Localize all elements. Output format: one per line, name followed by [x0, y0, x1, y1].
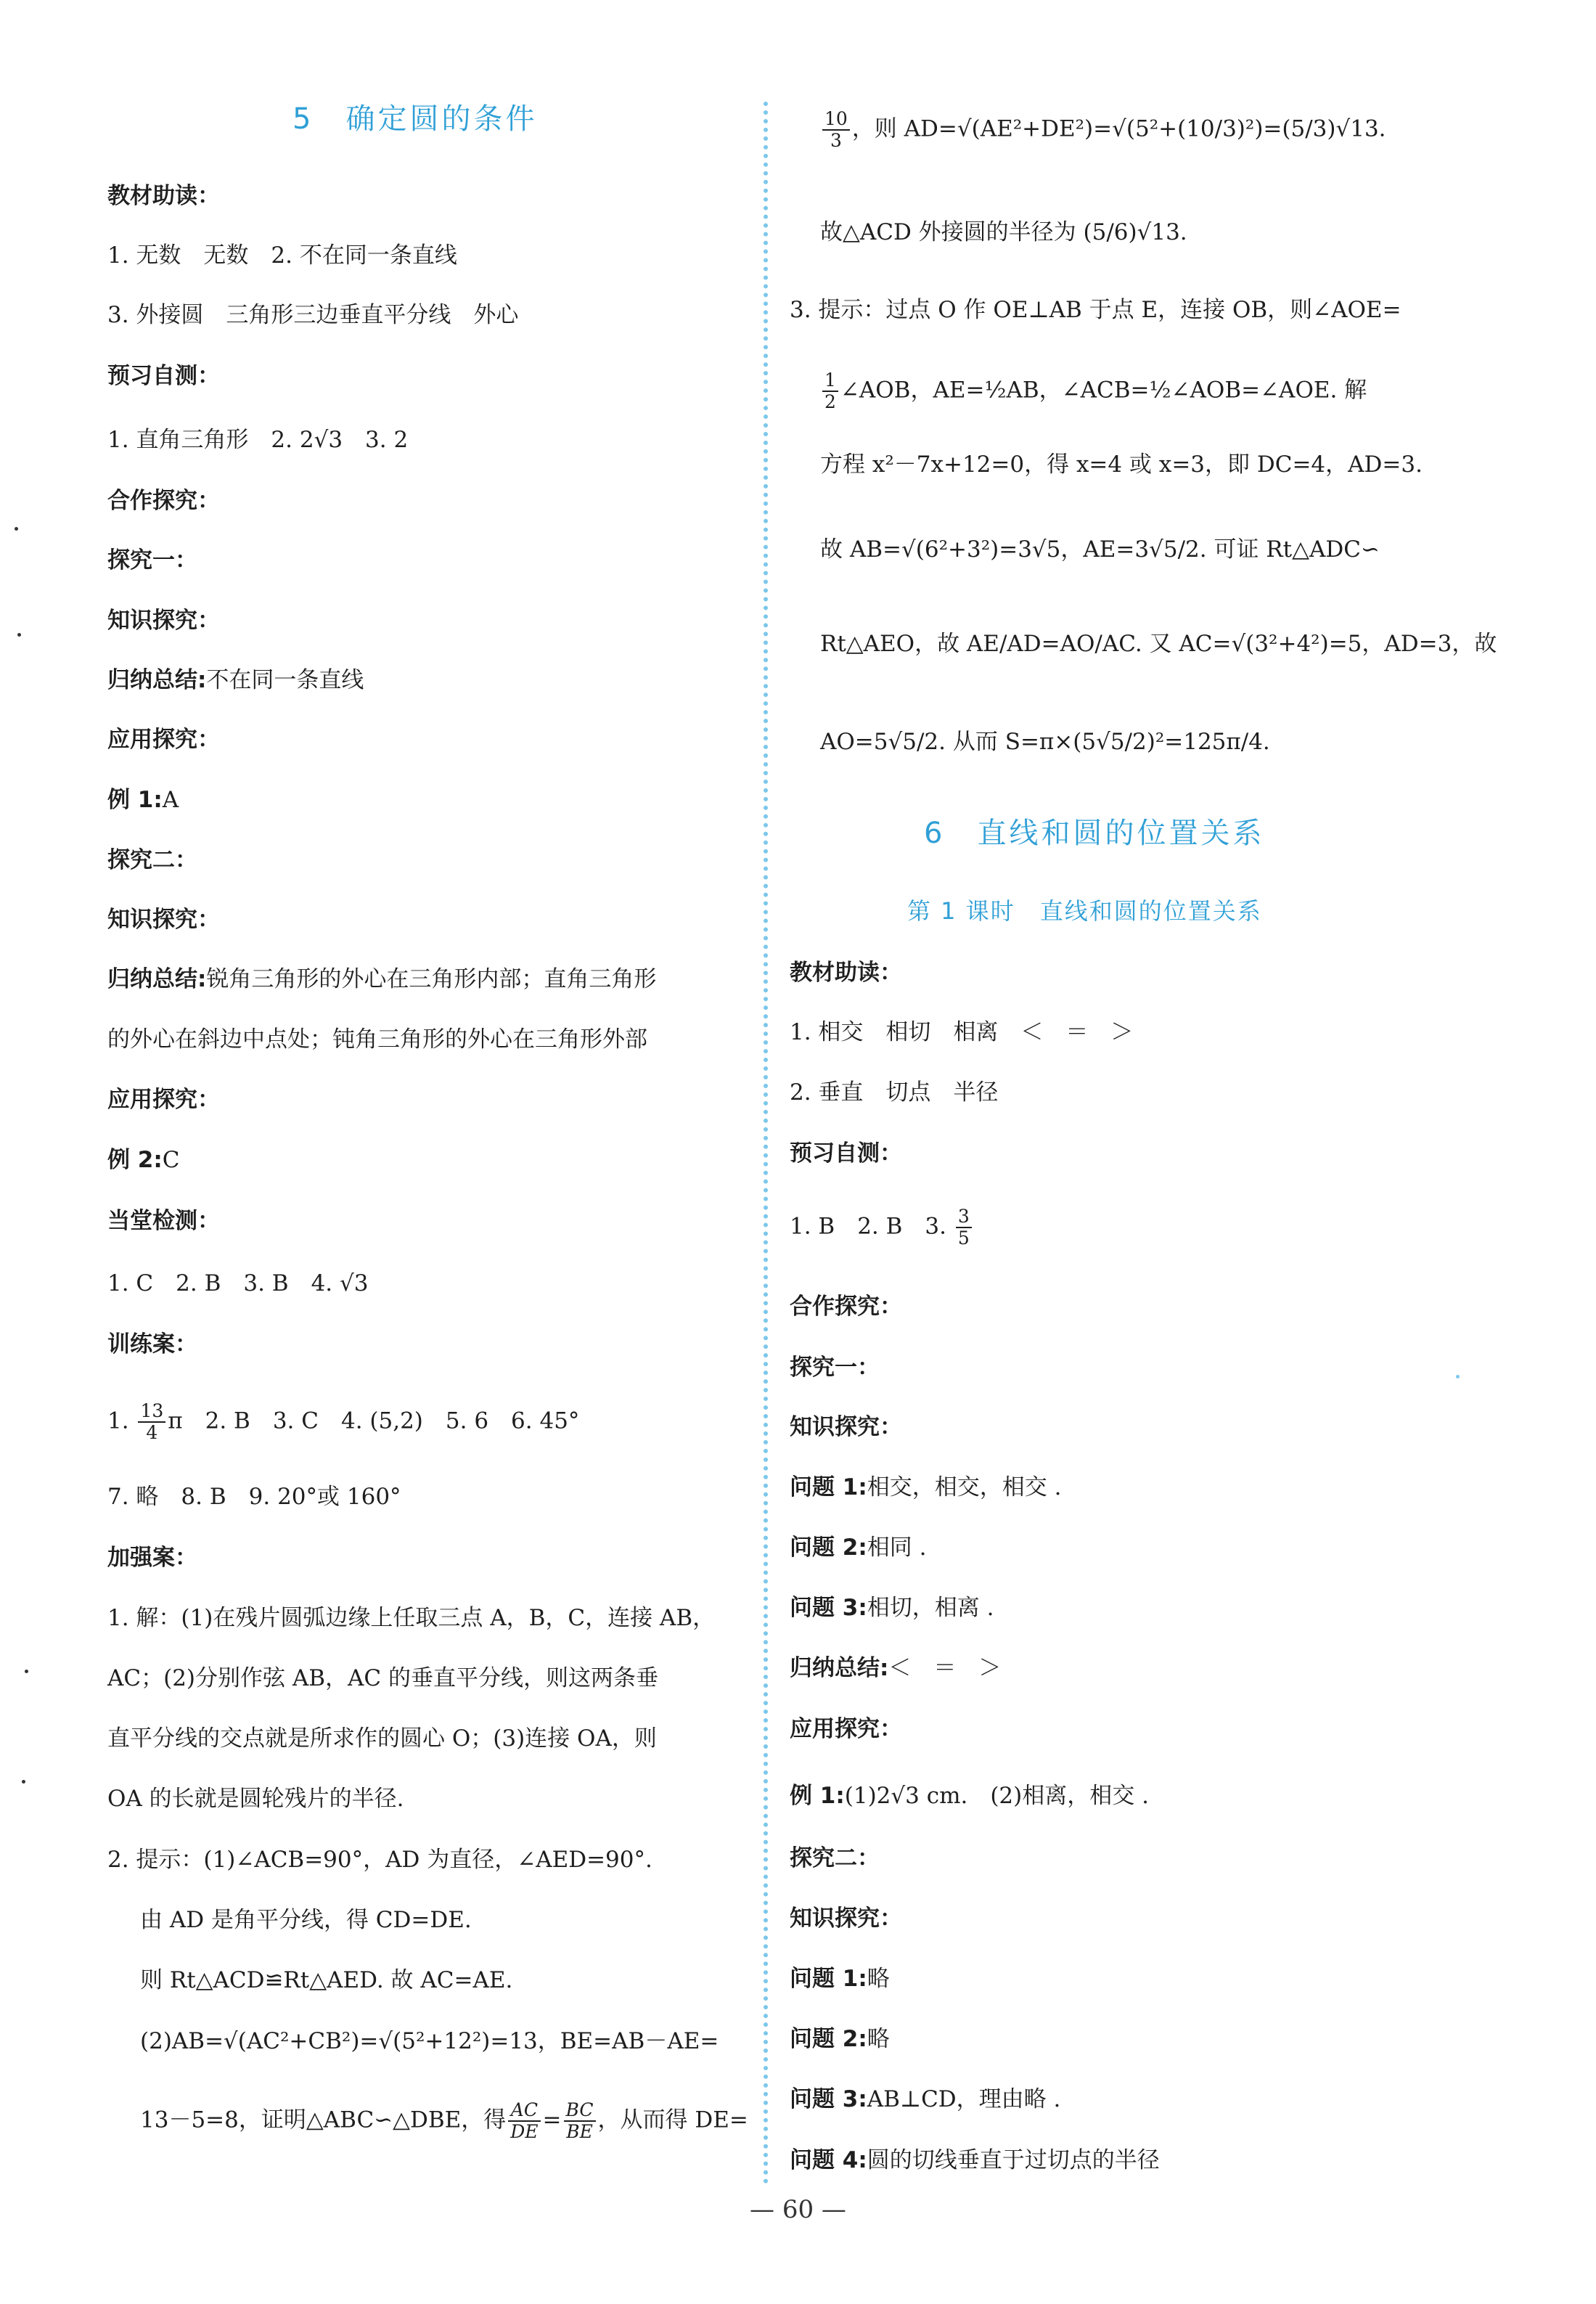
heading-knowledge-inquiry: 知识探究： — [107, 608, 220, 634]
scan-speck — [15, 527, 18, 531]
heading-inquiry-1: 探究一： — [107, 547, 197, 573]
answer-line: 2. 垂直 切点 半径 — [790, 1079, 999, 1106]
answer-line: 1. 相交 相切 相离 ＜ ＝ ＞ — [790, 1019, 1134, 1045]
heading-knowledge-inquiry: 知识探究： — [790, 1905, 902, 1932]
heading-inquiry-2: 探究二： — [107, 847, 197, 873]
solution-line: $\frac{1}{2}$ ∠AOB，AE=½AB，∠ACB=½∠AOB=∠AOE. 解 — [820, 370, 1367, 412]
solution-line: $\frac{10}{3}$ ，则 AD=√(AE²+DE²)=√(5²+(10/3)²)=(5/3)√13. — [820, 109, 1386, 151]
solution-line: 1. 解：(1)在残片圆弧边缘上任取三点 A，B，C，连接 AB， — [107, 1605, 716, 1631]
section-title-6: 6 直线和圆的位置关系 — [924, 817, 1265, 850]
solution-line: 直平分线的交点就是所求作的圆心 O；(3)连接 OA，则 — [107, 1725, 657, 1752]
heading-preview-test: 预习自测： — [107, 363, 220, 389]
heading-textbook-reading: 教材助读： — [107, 183, 220, 209]
heading-class-test: 当堂检测： — [107, 1208, 220, 1234]
answer-line: 1. $\frac{13}{4}$ π 2. B 3. C 4. (5,2) 5. 6 6. 45° — [107, 1400, 580, 1443]
heading-application-inquiry: 应用探究： — [107, 727, 220, 753]
solution-line: 2. 提示：(1)∠ACB=90°，AD 为直径，∠AED=90°. — [107, 1847, 652, 1873]
answer-line: 1. B 2. B 3. $\frac{3}{5}$ — [790, 1206, 974, 1249]
heading-reinforcement: 加强案： — [107, 1545, 197, 1571]
column-divider — [764, 102, 768, 2185]
solution-line: 故△ACD 外接圆的半径为 (5/6)√13. — [820, 219, 1187, 245]
summary-line: 的外心在斜边中点处；钝角三角形的外心在三角形外部 — [107, 1026, 647, 1053]
heading-knowledge-inquiry: 知识探究： — [107, 907, 220, 933]
scan-speck — [1456, 1375, 1460, 1378]
fraction: $\frac{13}{4}$ — [138, 1401, 165, 1443]
solution-line: 3. 提示：过点 O 作 OE⊥AB 于点 E，连接 OB，则∠AOE= — [790, 297, 1401, 323]
scan-speck — [22, 1780, 25, 1784]
summary-line: 归纳总结:锐角三角形的外心在三角形内部；直角三角形 — [107, 966, 657, 992]
question-line: 问题 3:AB⊥CD，理由略 . — [790, 2086, 1061, 2112]
heading-application-inquiry: 应用探究： — [790, 1716, 902, 1742]
summary-line: 归纳总结:不在同一条直线 — [107, 667, 364, 693]
scan-speck — [25, 1670, 28, 1673]
page-number: — 60 — — [750, 2195, 846, 2224]
heading-cooperative-inquiry: 合作探究： — [790, 1294, 902, 1320]
answer-line: 1. 直角三角形 2. 2√3 3. 2 — [107, 427, 409, 453]
solution-line: (2)AB=√(AC²+CB²)=√(5²+12²)=13，BE=AB－AE= — [140, 2028, 719, 2054]
question-line: 问题 4:圆的切线垂直于过切点的半径 — [790, 2147, 1160, 2173]
solution-line: Rt△AEO，故 AE/AD=AO/AC. 又 AC=√(3²+4²)=5，AD=3，故 — [820, 631, 1497, 657]
heading-application-inquiry: 应用探究： — [107, 1087, 220, 1113]
heading-cooperative-inquiry: 合作探究： — [107, 488, 220, 514]
heading-preview-test: 预习自测： — [790, 1140, 902, 1167]
question-line: 问题 2:相同 . — [790, 1535, 927, 1561]
solution-line: 故 AB=√(6²+3²)=3√5，AE=3√5/2. 可证 Rt△ADC∽ — [820, 536, 1380, 563]
solution-line: 13－5=8，证明△ABC∽△DBE，得 $\frac{AC}{DE}$ = $\frac{BC}{BE}$ ，从而得 DE= — [140, 2099, 748, 2142]
solution-line: 则 Rt△ACD≌Rt△AED. 故 AC=AE. — [140, 1967, 513, 1993]
section-title-5: 5 确定圆的条件 — [292, 102, 538, 136]
fraction: $\frac{BC}{BE}$ — [564, 2100, 596, 2142]
heading-textbook-reading: 教材助读： — [790, 960, 902, 986]
heading-inquiry-2: 探究二： — [790, 1845, 880, 1871]
example-line: 例 2:C — [107, 1147, 180, 1173]
heading-inquiry-1: 探究一： — [790, 1355, 880, 1381]
example-line: 例 1:A — [107, 787, 179, 813]
answer-line: 7. 略 8. B 9. 20°或 160° — [107, 1484, 401, 1510]
example-line: 例 1:(1)2√3 cm. (2)相离，相交 . — [790, 1783, 1149, 1809]
answer-line: 1. C 2. B 3. B 4. √3 — [107, 1270, 369, 1296]
scan-speck — [17, 633, 21, 637]
fraction: $\frac{AC}{DE}$ — [508, 2100, 540, 2142]
heading-knowledge-inquiry: 知识探究： — [790, 1414, 902, 1440]
question-line: 问题 1:相交，相交，相交 . — [790, 1474, 1062, 1500]
question-line: 问题 2:略 — [790, 2026, 890, 2052]
fraction: $\frac{1}{2}$ — [822, 370, 838, 412]
fraction: $\frac{10}{3}$ — [822, 109, 850, 151]
fraction: $\frac{3}{5}$ — [956, 1206, 972, 1249]
question-line: 问题 1:略 — [790, 1966, 890, 1992]
solution-line: OA 的长就是圆轮残片的半径. — [107, 1786, 404, 1812]
solution-line: 由 AD 是角平分线，得 CD=DE. — [140, 1907, 472, 1933]
solution-line: 方程 x²－7x+12=0，得 x=4 或 x=3，即 DC=4，AD=3. — [820, 452, 1423, 478]
subsection-title: 第 1 课时 直线和圆的位置关系 — [907, 897, 1262, 925]
answer-line: 3. 外接圆 三角形三边垂直平分线 外心 — [107, 302, 519, 328]
summary-line: 归纳总结:＜ ＝ ＞ — [790, 1655, 1002, 1681]
heading-training: 训练案： — [107, 1331, 197, 1357]
question-line: 问题 3:相切，相离 . — [790, 1595, 994, 1621]
answer-line: 1. 无数 无数 2. 不在同一条直线 — [107, 242, 457, 269]
solution-line: AO=5√5/2. 从而 S=π×(5√5/2)²=125π/4. — [820, 729, 1270, 755]
solution-line: AC；(2)分别作弦 AB，AC 的垂直平分线，则这两条垂 — [107, 1665, 658, 1691]
